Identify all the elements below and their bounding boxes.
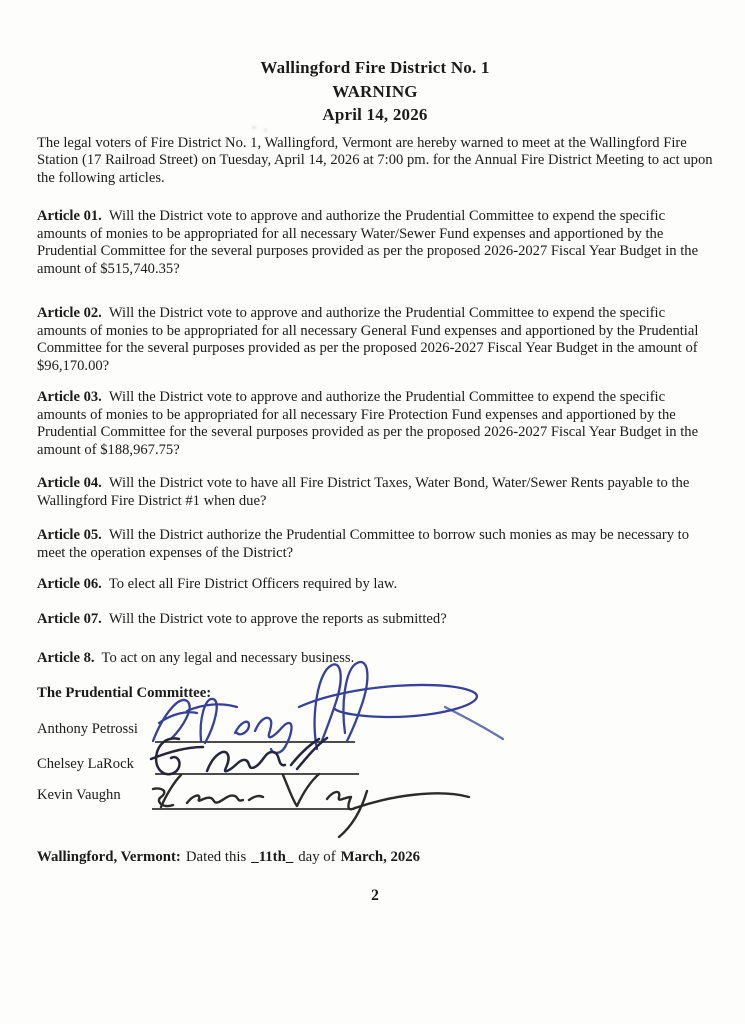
signature-ink-strokes <box>151 738 327 774</box>
article-04-text: Will the District vote to have all Fire District Taxes, Water Bond, Water/Sewer Rents payable to the Wallingford Fire District #1 when due? <box>37 475 690 509</box>
member-name: Anthony Petrossi <box>37 720 138 737</box>
scan-speck <box>264 129 267 132</box>
article-07-text: Will the District vote to approve the reports as submitted? <box>108 610 447 627</box>
document-header <box>37 56 713 127</box>
dated-prefix: Dated this <box>185 848 247 865</box>
member-name: Kevin Vaughn <box>37 786 121 803</box>
article-03 <box>37 389 713 459</box>
article-01 <box>37 208 713 278</box>
dated-location: Wallingford, Vermont: <box>37 848 181 865</box>
dated-day: _11th_ <box>251 848 294 865</box>
member-name: Chelsey LaRock <box>37 755 134 772</box>
article-02-text: Will the District vote to approve and authorize the Prudential Committee to expend the specific amounts of monies to be appropriated for all necessary General Fund expenses and apportioned by the Prudential Committee for the several purposes provided as per the proposed 2026-2027 Fiscal Year Budget in the amount of $96,170.00? <box>37 305 699 374</box>
scan-speck <box>252 126 256 129</box>
signature-ink-strokes <box>153 774 469 837</box>
article-01-text: Will the District vote to approve and authorize the Prudential Committee to expend the specific amounts of monies to be appropriated for all necessary Water/Sewer Fund expenses and apportioned by the Prudential Committee for the several purposes provided as per the proposed 2026-2027 Fiscal Year Budget in the amount of $515,740.35? <box>37 208 699 277</box>
dated-line <box>37 849 713 866</box>
dated-month-year: March, 2026 <box>340 848 421 865</box>
article-06-label: Article 06. <box>37 576 102 592</box>
article-05-text: Will the District authorize the Prudential Committee to borrow such monies as may be necessary to meet the operation expenses of the District? <box>37 527 690 561</box>
document-title: Wallingford Fire District No. 1 <box>260 58 490 77</box>
document-subtitle: WARNING <box>332 81 418 101</box>
intro-paragraph: The legal voters of Fire District No. 1, Wallingford, Vermont are hereby warned to meet at the Wallingford Fire Station (17 Railroad Street) on Tuesday, April 14, 2026 at 7:00 pm. for the Annual Fire District Meeting to act upon the following articles. <box>37 134 713 186</box>
article-06 <box>37 576 713 594</box>
article-07 <box>37 611 713 629</box>
dated-middle: day of <box>298 848 336 865</box>
article-05-label: Article 05. <box>37 527 102 543</box>
document-date: April 14, 2026 <box>322 105 428 124</box>
kevin-vaughn-signature <box>141 771 471 841</box>
article-04-label: Article 04. <box>37 475 102 491</box>
article-01-label: Article 01. <box>37 208 102 224</box>
article-03-label: Article 03. <box>37 389 102 405</box>
article-02 <box>37 305 713 375</box>
article-06-text: To elect all Fire District Officers required by law. <box>108 576 398 592</box>
committee-signature-section <box>37 685 713 849</box>
committee-heading: The Prudential Committee: <box>37 684 212 701</box>
article-07-label: Article 07. <box>37 610 102 627</box>
article-02-label: Article 02. <box>37 305 102 321</box>
article-08-text: To act on any legal and necessary business. <box>101 650 355 666</box>
article-03-text: Will the District vote to approve and authorize the Prudential Committee to expend the specific amounts of monies to be appropriated for all necessary Fire Protection Fund expenses and apportioned by the Prudential Committee for the several purposes provided as per the proposed 2026-2027 Fiscal Year Budget in the amount of $188,967.75? <box>37 389 699 458</box>
page-number: 2 <box>371 886 379 904</box>
article-05 <box>37 527 713 562</box>
article-04 <box>37 475 713 510</box>
article-08-label: Article 8. <box>37 650 95 666</box>
